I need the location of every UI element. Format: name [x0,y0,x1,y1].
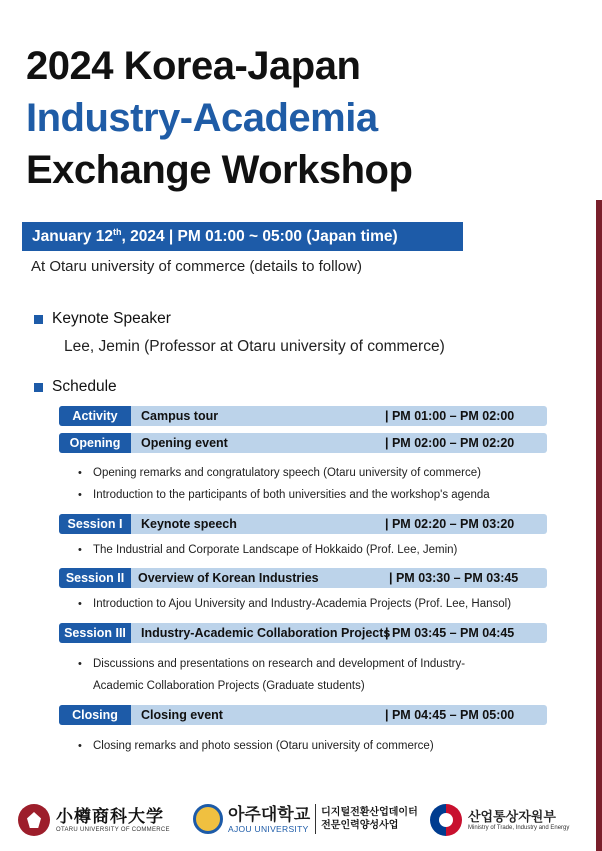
schedule-event: Campus tour [141,409,219,423]
schedule-tag: Activity [59,406,131,426]
schedule-note: • Opening remarks and congratulatory speech (Otaru university of commerce) [78,462,481,484]
right-edge-accent-bar [596,200,602,851]
schedule-heading-label: Schedule [52,378,117,395]
schedule-event: Opening event [141,436,228,450]
title-line-2: Industry-Academia [26,96,378,140]
date-banner [22,222,463,251]
schedule-event: Keynote speech [141,517,237,531]
schedule-row-opening [59,433,547,453]
page-title [26,40,412,196]
schedule-row-activity [59,406,547,426]
schedule-tag: Session I [59,514,131,534]
schedule-time: | PM 04:45 – PM 05:00 [385,708,515,722]
schedule-event: Closing event [141,708,223,722]
ministry-english-name: Ministry of Trade, Industry and Energy [468,825,570,831]
date-ordinal: th [113,227,122,237]
title-line-3: Exchange Workshop [26,148,413,192]
schedule-note: • Introduction to Ajou University and Industry-Academia Projects (Prof. Lee, Hansol) [78,593,511,615]
bullet-dot: • [78,467,82,479]
schedule-row-closing [59,705,547,725]
bullet-dot: • [78,544,82,556]
taegeuk-emblem-icon [430,804,462,836]
schedule-event: Industry-Academic Collaboration Projects [141,626,391,640]
venue-text: At Otaru university of commerce (details to follow) [31,258,362,275]
ajou-emblem-icon [193,804,223,834]
keynote-speaker: Lee, Jemin (Professor at Otaru university of commerce) [64,338,445,355]
schedule-note: • Introduction to the participants of both universities and the workshop's agenda [78,484,490,506]
schedule-time: | PM 02:00 – PM 02:20 [385,436,515,450]
schedule-time: | PM 03:30 – PM 03:45 [389,571,519,585]
schedule-row-session-3 [59,623,547,643]
logo-divider [315,804,316,834]
square-bullet-icon [34,383,43,392]
schedule-tag: Opening [59,433,131,453]
bullet-dot: • [78,598,82,610]
bullet-dot: • [78,740,82,752]
schedule-event: Overview of Korean Industries [138,571,319,585]
ajou-english-name: AJOU UNIVERSITY [228,823,309,834]
keynote-heading [34,310,171,328]
schedule-heading [34,378,117,396]
ministry-name: 산업통상자원부 [468,809,556,824]
ajou-logo [193,804,418,834]
schedule-row-session-1 [59,514,547,534]
keynote-heading-label: Keynote Speaker [52,310,171,327]
schedule-time: | PM 02:20 – PM 03:20 [385,517,515,531]
schedule-note: • Closing remarks and photo session (Otaru university of commerce) [78,735,434,757]
schedule-time: | PM 03:45 – PM 04:45 [385,626,515,640]
otaru-emblem-icon [18,804,50,836]
ajou-name: 아주대학교 [228,804,311,824]
schedule-tag: Closing [59,705,131,725]
date-prefix: January 12 [32,228,113,245]
schedule-tag: Session III [59,623,131,643]
bullet-dot: • [78,489,82,501]
footer-logos [0,798,602,843]
bullet-dot: • [78,658,82,670]
ajou-program-line-2: 전문인력양성사업 [321,820,399,831]
otaru-name: 小樽商科大学 [56,807,164,826]
ministry-logo [430,804,569,836]
date-rest: , 2024 | PM 01:00 ~ 05:00 (Japan time) [121,228,398,245]
schedule-note: • The Industrial and Corporate Landscape of Hokkaido (Prof. Lee, Jemin) [78,539,457,561]
otaru-logo [18,804,170,836]
schedule-tag: Session II [59,568,131,588]
square-bullet-icon [34,315,43,324]
schedule-time: | PM 01:00 – PM 02:00 [385,409,515,423]
ajou-program-line-1: 디지털전환산업데이터 [321,807,418,818]
schedule-note: • Discussions and presentations on research and development of Industry- Academic Collaboration Projects (Graduate students) [78,653,465,697]
schedule-row-session-2 [59,568,547,588]
otaru-english-name: OTARU UNIVERSITY OF COMMERCE [56,827,170,833]
title-line-1: 2024 Korea-Japan [26,44,361,88]
